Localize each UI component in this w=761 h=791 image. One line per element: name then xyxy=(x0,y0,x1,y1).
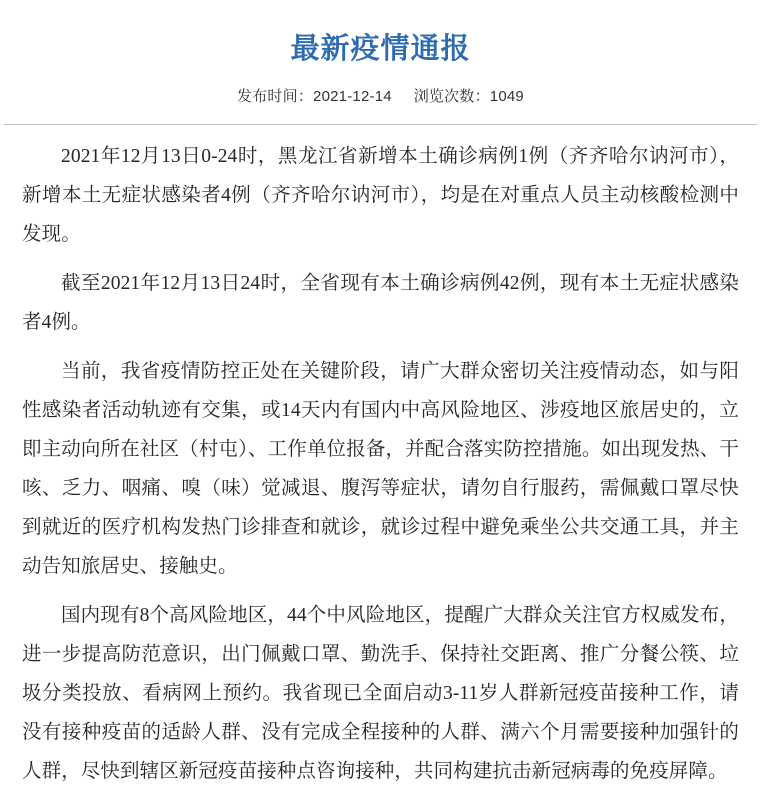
article-paragraph: 截至2021年12月13日24时，全省现有本土确诊病例42例，现有本土无症状感染者4例。 xyxy=(22,273,739,333)
publish-time-label: 发布时间： xyxy=(237,88,314,105)
article-paragraph: 当前，我省疫情防控正处在关键阶段，请广大群众密切关注疫情动态，如与阳性感染者活动轨迹有交集，或14天内有国内中高风险地区、涉疫地区旅居史的，立即主动向所在社区（村屯）、工作单位报备，并配合落实防控措施。如出现发热、干咳、乏力、咽痛、嗅（味）觉减退、腹泻等症状，请勿自行服药，需佩戴口罩尽快到就近的医疗机构发热门诊排查和就诊，就诊过程中避免乘坐公共交通工具，并主动告知旅居史、接触史。 xyxy=(22,361,739,577)
article-body xyxy=(22,125,739,791)
article-header xyxy=(0,0,761,125)
page-title: 最新疫情通报 xyxy=(290,33,471,65)
view-count-value: 1049 xyxy=(489,88,524,105)
publish-time xyxy=(237,88,392,105)
article-meta xyxy=(0,86,761,108)
publish-time-value: 2021-12-14 xyxy=(313,88,392,105)
view-count-label: 浏览次数： xyxy=(413,88,490,105)
view-count xyxy=(414,88,524,105)
article-paragraph: 2021年12月13日0-24时，黑龙江省新增本土确诊病例1例（齐齐哈尔讷河市），新增本土无症状感染者4例（齐齐哈尔讷河市），均是在对重点人员主动核酸检测中发现。 xyxy=(22,146,739,245)
article-paragraph: 国内现有8个高风险地区，44个中风险地区，提醒广大群众关注官方权威发布，进一步提高防范意识，出门佩戴口罩、勤洗手、保持社交距离、推广分餐公筷、垃圾分类投放、看病网上预约。我省现已全面启动3-11岁人群新冠疫苗接种工作，请没有接种疫苗的适龄人群、没有完成全程接种的人群、满六个月需要接种加强针的人群，尽快到辖区新冠疫苗接种点咨询接种，共同构建抗击新冠病毒的免疫屏障。 xyxy=(22,605,739,782)
